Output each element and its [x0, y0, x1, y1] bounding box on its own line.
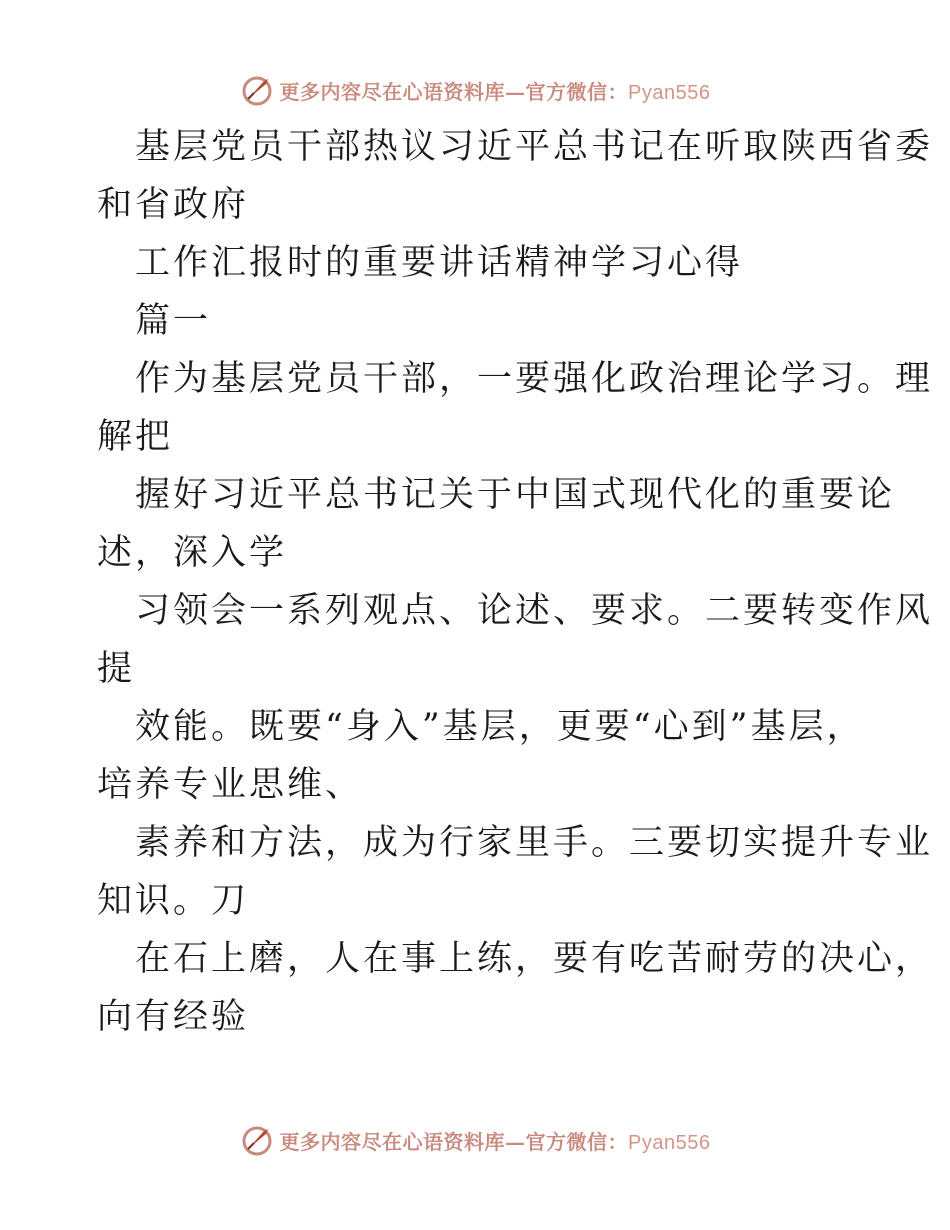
quill-logo-icon	[240, 1123, 274, 1157]
text-line: 基层党员干部热议习近平总书记在听取陕西省委	[135, 127, 934, 167]
header-watermark	[0, 70, 950, 110]
footer-watermark	[0, 1120, 950, 1160]
watermark-text: 更多内容尽在心语资料库—官方微信：Pyan556	[279, 1129, 711, 1154]
text-line: 素养和方法，成为行家里手。三要切实提升专业	[135, 823, 934, 863]
text-line: 和省政府	[97, 185, 250, 225]
text-line: 培养专业思维、	[97, 765, 364, 805]
watermark-text: 更多内容尽在心语资料库—官方微信：Pyan556	[279, 79, 711, 104]
text-line: 作为基层党员干部，一要强化政治理论学习。理	[135, 359, 934, 399]
text-line: 在石上磨，人在事上练，要有吃苦耐劳的决心，	[135, 939, 934, 979]
text-line: 述，深入学	[97, 533, 288, 573]
text-line: 提	[97, 649, 136, 689]
text-line: 效能。既要“身入”基层，更要“心到”基层，	[135, 707, 865, 747]
text-line: 知识。刀	[97, 881, 250, 921]
text-line: 习领会一系列观点、论述、要求。二要转变作风	[135, 591, 934, 631]
text-line: 篇一	[135, 301, 212, 341]
quill-logo-icon	[240, 73, 274, 107]
text-line: 解把	[97, 417, 174, 457]
text-line: 向有经验	[97, 997, 250, 1037]
text-line: 握好习近平总书记关于中国式现代化的重要论	[135, 475, 896, 515]
text-line: 工作汇报时的重要讲话精神学习心得	[135, 243, 744, 283]
